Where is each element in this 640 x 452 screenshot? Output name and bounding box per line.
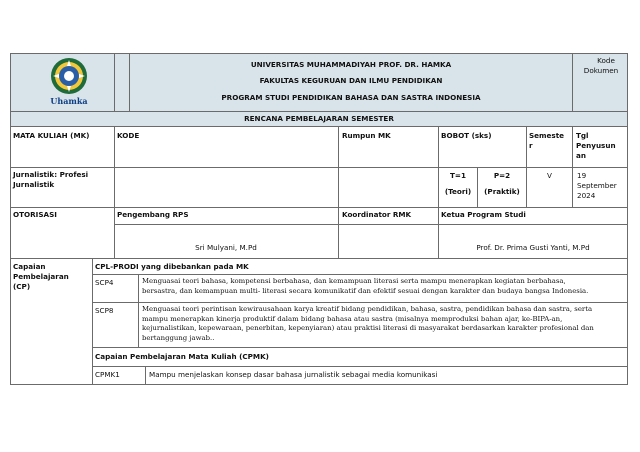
program-title: PROGRAM STUDI PENDIDIKAN BAHASA DAN SASTRA INDONESIA — [221, 93, 481, 102]
scp4-text — [142, 277, 626, 296]
col-bobot: BOBOT (sks) — [441, 131, 492, 140]
scp8-text — [142, 305, 626, 343]
praktik-label: (Praktik) — [484, 187, 520, 196]
doc-code-label-2: Dokumen — [583, 66, 619, 75]
col-tgl-3: an — [576, 151, 586, 160]
cp-label: Capaian — [13, 262, 46, 271]
praktik-credit: P=2 — [493, 171, 511, 180]
faculty-title: FAKULTAS KEGURUAN DAN ILMU PENDIDIKAN — [259, 76, 443, 85]
cpmk1-code: CPMK1 — [95, 370, 120, 379]
col-semester-2: r — [529, 141, 533, 150]
col-tgl: Tgl — [576, 131, 589, 140]
pengembang-name: Sri Mulyani, M.Pd — [195, 243, 257, 252]
teori-credit: T=1 — [450, 171, 466, 180]
pengembang-label: Pengembang RPS — [117, 210, 189, 219]
col-tgl-2: Penyusun — [576, 141, 616, 150]
col-mata-kuliah: MATA KULIAH (MK) — [13, 131, 90, 140]
course-name: Jurnalistik: Profesi — [13, 170, 89, 179]
cpmk-heading: Capaian Pembelajaran Mata Kuliah (CPMK) — [95, 352, 269, 361]
scp4-line: bersastra, dan kemampuan multi- literasi secara komunikatif dan efektif sesuai dengan karakter dan budaya bangsa Indonesia. — [142, 286, 589, 295]
rps-title: RENCANA PEMBELAJARAN SEMESTER — [244, 114, 394, 123]
col-semester: Semeste — [529, 131, 565, 140]
scp8-line: Menguasai teori perintisan kewirausahaan karya kreatif bidang pendidikan, bahasa, sastra, pendidikan bahasa dan sastra, serta — [142, 305, 593, 313]
teori-label: (Teori) — [444, 187, 472, 196]
koordinator-label: Koordinator RMK — [342, 210, 412, 219]
ketua-name: Prof. Dr. Prima Gusti Yanti, M.Pd — [476, 243, 590, 252]
scp8-line: kejurnalistikan, kepewaraan, penerbitan, kepenyiaran) atau praktisi literasi di masyarakat berdasarkan karakter profesional dan — [142, 324, 594, 333]
col-kode: KODE — [117, 131, 140, 140]
date-value: 19 — [577, 171, 587, 180]
cpl-prodi-heading: CPL-PRODI yang dibebankan pada MK — [95, 262, 249, 271]
cpmk1-text: Mampu menjelaskan konsep dasar bahasa jurnalistik sebagai media komunikasi — [149, 370, 438, 379]
scp8-code: SCP8 — [95, 306, 114, 315]
date-value-3: 2024 — [577, 191, 596, 200]
scp4-code: SCP4 — [95, 278, 114, 287]
date-value-2: September — [577, 181, 617, 190]
scp8-line: mampu menerapkan kinerja produktif dalam bidang bahasa atau sastra (misalnya memproduksi bahan ajar, ke-BIPA-an, — [142, 314, 563, 323]
col-rumpun: Rumpun MK — [342, 131, 391, 140]
university-logo — [45, 56, 93, 108]
semester-value: V — [547, 171, 552, 180]
scp4-line: Menguasai teori bahasa, kompetensi berbahasa, dan kemampuan literasi serta mampu menerapkan kegiatan berbahasa, — [142, 277, 566, 285]
cp-label-2: Pembelajaran — [13, 272, 69, 281]
scp8-line: bertanggung jawab.. — [142, 333, 215, 342]
logo-wordmark: Uhamka — [50, 96, 88, 106]
doc-code-label: Kode — [597, 56, 615, 65]
cp-label-3: (CP) — [13, 282, 31, 291]
otorisasi-label: OTORISASI — [13, 210, 57, 219]
ketua-label: Ketua Program Studi — [441, 210, 526, 219]
course-name-2: Jurnalistik — [13, 180, 55, 189]
university-title: UNIVERSITAS MUHAMMADIYAH PROF. DR. HAMKA — [250, 60, 452, 69]
